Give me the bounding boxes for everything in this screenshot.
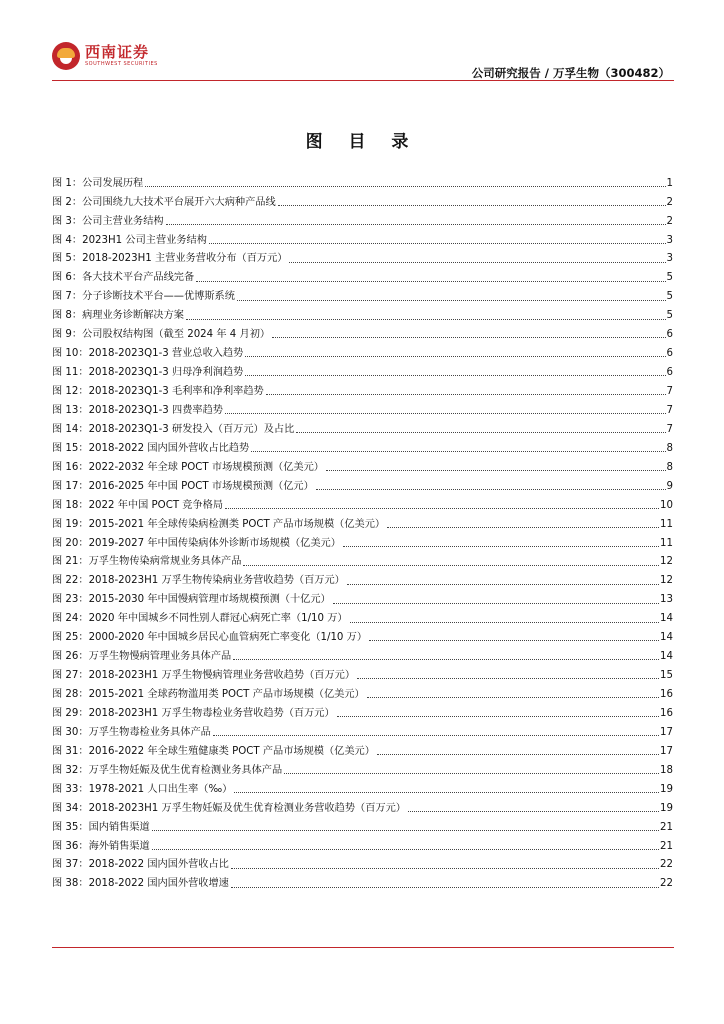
toc-entry-page-number[interactable]: 14 <box>660 632 673 644</box>
toc-entry-label[interactable]: 图 18：2022 年中国 POCT 竞争格局 <box>52 499 224 511</box>
toc-entry-label[interactable]: 图 20：2019-2027 年中国传染病体外诊断市场规模（亿美元） <box>52 537 341 549</box>
toc-entry[interactable] <box>52 625 673 644</box>
toc-entry-label[interactable]: 图 31：2016-2022 年全球生殖健康类 POCT 产品市场规模（亿美元） <box>52 745 375 757</box>
page-title: 图 目 录 <box>305 132 419 152</box>
toc-entry[interactable] <box>52 871 673 890</box>
toc-dot-leader <box>166 224 666 225</box>
toc-entry-page-number[interactable]: 6 <box>666 367 673 379</box>
toc-entry[interactable] <box>52 189 673 208</box>
toc-entry-label[interactable]: 图 29：2018-2023H1 万孚生物毒检业务营收趋势（百万元） <box>52 707 335 719</box>
toc-entry-page-number[interactable]: 8 <box>666 461 673 473</box>
toc-dot-leader <box>233 659 659 660</box>
toc-entry-label[interactable]: 图 3：公司主营业务结构 <box>52 215 164 227</box>
logo-name-en: SOUTHWEST SECURITIES <box>85 61 158 67</box>
toc-entry-page-number[interactable]: 7 <box>666 423 673 435</box>
toc-dot-leader <box>333 603 659 604</box>
toc-entry-label[interactable]: 图 21：万孚生物传染病常规业务具体产品 <box>52 556 242 568</box>
toc-entry-label[interactable]: 图 26：万孚生物慢病管理业务具体产品 <box>52 651 232 663</box>
toc-entry-label[interactable]: 图 14：2018-2023Q1-3 研发投入（百万元）及占比 <box>52 423 295 435</box>
toc-dot-leader <box>387 527 659 528</box>
toc-dot-leader <box>296 432 665 433</box>
toc-entry-label[interactable]: 图 22：2018-2023H1 万孚生物传染病业务营收趋势（百万元） <box>52 575 345 587</box>
toc-entry-page-number[interactable]: 22 <box>660 859 673 871</box>
toc-dot-leader <box>152 849 659 850</box>
toc-entry-label[interactable]: 图 6：各大技术平台产品线完备 <box>52 272 195 284</box>
toc-dot-leader <box>243 565 659 566</box>
toc-dot-leader <box>186 319 666 320</box>
toc-entry[interactable] <box>52 492 673 511</box>
toc-entry-page-number[interactable]: 14 <box>660 613 673 625</box>
toc-entry-label[interactable]: 图 37：2018-2022 国内国外营收占比 <box>52 859 229 871</box>
toc-dot-leader <box>367 697 659 698</box>
toc-dot-leader <box>369 640 659 641</box>
toc-entry[interactable] <box>52 416 673 435</box>
toc-entry-page-number[interactable]: 9 <box>666 480 673 492</box>
toc-entry-page-number[interactable]: 5 <box>666 272 673 284</box>
toc-entry-page-number[interactable]: 21 <box>660 840 673 852</box>
toc-entry-label[interactable]: 图 4：2023H1 公司主营业务结构 <box>52 234 207 246</box>
toc-entry[interactable] <box>52 795 673 814</box>
toc-dot-leader <box>357 678 659 679</box>
toc-entry-label[interactable]: 图 24：2020 年中国城乡不同性别人群冠心病死亡率（1/10 万） <box>52 613 348 625</box>
toc-dot-leader <box>237 300 666 301</box>
toc-entry[interactable] <box>52 587 673 606</box>
toc-entry[interactable] <box>52 227 673 246</box>
toc-entry-label[interactable]: 图 32：万孚生物妊娠及优生优育检测业务具体产品 <box>52 764 283 776</box>
toc-entry-page-number[interactable]: 14 <box>660 651 673 663</box>
toc-dot-leader <box>213 735 659 736</box>
toc-entry[interactable] <box>52 662 673 681</box>
toc-dot-leader <box>350 622 659 623</box>
toc-entry-label[interactable]: 图 28：2015-2021 全球药物滥用类 POCT 产品市场规模（亿美元） <box>52 689 365 701</box>
toc-dot-leader <box>408 811 659 812</box>
toc-entry[interactable] <box>52 757 673 776</box>
toc-entry-label[interactable]: 图 5：2018-2023H1 主营业务营收分布（百万元） <box>52 253 288 265</box>
toc-entry[interactable] <box>52 378 673 397</box>
toc-dot-leader <box>337 716 659 717</box>
toc-entry-page-number[interactable]: 13 <box>660 594 673 606</box>
toc-dot-leader <box>152 830 659 831</box>
toc-dot-leader <box>196 281 665 282</box>
toc-entry-page-number[interactable]: 5 <box>666 310 673 322</box>
toc-entry[interactable] <box>52 568 673 587</box>
toc-entry[interactable] <box>52 814 673 833</box>
footer-divider <box>52 947 674 948</box>
toc-dot-leader <box>343 546 659 547</box>
page-header <box>52 40 674 82</box>
toc-entry[interactable] <box>52 700 673 719</box>
toc-entry[interactable] <box>52 833 673 852</box>
toc-entry-label[interactable]: 图 17：2016-2025 年中国 POCT 市场规模预测（亿元） <box>52 480 314 492</box>
toc-entry[interactable] <box>52 303 673 322</box>
toc-entry-page-number[interactable]: 2 <box>666 215 673 227</box>
toc-entry[interactable] <box>52 606 673 625</box>
toc-entry-page-number[interactable]: 6 <box>666 348 673 360</box>
toc-entry[interactable] <box>52 284 673 303</box>
company-logo <box>52 42 158 70</box>
toc-entry[interactable] <box>52 643 673 662</box>
toc-entry-label[interactable]: 图 16：2022-2032 年全球 POCT 市场规模预测（亿美元） <box>52 461 324 473</box>
toc-entry[interactable] <box>52 473 673 492</box>
toc-entry[interactable] <box>52 511 673 530</box>
logo-name-cn: 西南证券 <box>85 43 150 61</box>
toc-dot-leader <box>231 887 659 888</box>
toc-entry[interactable] <box>52 340 673 359</box>
toc-entry-label[interactable]: 图 12：2018-2023Q1-3 毛利率和净利率趋势 <box>52 386 264 398</box>
toc-dot-leader <box>266 394 666 395</box>
toc-entry-page-number[interactable]: 17 <box>660 745 673 757</box>
toc-entry-label[interactable]: 图 34：2018-2023H1 万孚生物妊娠及优生优育检测业务营收趋势（百万元） <box>52 802 406 814</box>
toc-entry-page-number[interactable]: 1 <box>666 177 673 189</box>
toc-dot-leader <box>284 773 659 774</box>
toc-entry-label[interactable]: 图 7：分子诊断技术平台——优博斯系统 <box>52 291 235 303</box>
logo-emblem-icon <box>52 42 80 70</box>
toc-entry[interactable] <box>52 530 673 549</box>
toc-entry-page-number[interactable]: 6 <box>666 329 673 341</box>
toc-entry-label[interactable]: 图 13：2018-2023Q1-3 四费率趋势 <box>52 404 223 416</box>
toc-entry[interactable] <box>52 246 673 265</box>
toc-dot-leader <box>316 489 666 490</box>
toc-entry-page-number[interactable]: 10 <box>660 499 673 511</box>
toc-entry-label[interactable]: 图 27：2018-2023H1 万孚生物慢病管理业务营收趋势（百万元） <box>52 670 356 682</box>
toc-entry-label[interactable]: 图 15：2018-2022 国内国外营收占比趋势 <box>52 442 250 454</box>
toc-entry-page-number[interactable]: 3 <box>666 234 673 246</box>
toc-entry-page-number[interactable]: 19 <box>660 802 673 814</box>
toc-dot-leader <box>245 375 665 376</box>
toc-dot-leader <box>234 792 659 793</box>
toc-entry-label[interactable]: 图 11：2018-2023Q1-3 归母净利润趋势 <box>52 367 244 379</box>
toc-entry-label[interactable]: 图 23：2015-2030 年中国慢病管理市场规模预测（十亿元） <box>52 594 331 606</box>
toc-entry-page-number[interactable]: 2 <box>666 196 673 208</box>
toc-entry-page-number[interactable]: 12 <box>660 575 673 587</box>
toc-dot-leader <box>145 186 665 187</box>
toc-entry-label[interactable]: 图 30：万孚生物毒检业务具体产品 <box>52 726 211 738</box>
toc-dot-leader <box>289 262 665 263</box>
toc-dot-leader <box>245 356 665 357</box>
toc-dot-leader <box>225 413 666 414</box>
toc-dot-leader <box>251 451 665 452</box>
toc-entry[interactable] <box>52 719 673 738</box>
toc-entry-page-number[interactable]: 5 <box>666 291 673 303</box>
toc-entry-label[interactable]: 图 10：2018-2023Q1-3 营业总收入趋势 <box>52 348 244 360</box>
toc-entry-label[interactable]: 图 19：2015-2021 年全球传染病检测类 POCT 产品市场规模（亿美元） <box>52 518 386 530</box>
toc-entry-page-number[interactable]: 7 <box>666 404 673 416</box>
toc-entry-page-number[interactable]: 11 <box>660 537 673 549</box>
toc-dot-leader <box>278 205 666 206</box>
toc-entry-label[interactable]: 图 9：公司股权结构图（截至 2024 年 4 月初） <box>52 329 271 341</box>
toc-entry-page-number[interactable]: 3 <box>666 253 673 265</box>
toc-entry[interactable] <box>52 265 673 284</box>
toc-entry[interactable] <box>52 852 673 871</box>
toc-entry-label[interactable]: 图 8：病理业务诊断解决方案 <box>52 310 184 322</box>
toc-entry[interactable] <box>52 397 673 416</box>
toc-entry-page-number[interactable]: 21 <box>660 821 673 833</box>
toc-entry-page-number[interactable]: 11 <box>660 518 673 530</box>
header-divider <box>52 80 674 81</box>
toc-entry-label[interactable]: 图 1：公司发展历程 <box>52 177 144 189</box>
toc-entry-page-number[interactable]: 7 <box>666 386 673 398</box>
toc-dot-leader <box>225 508 659 509</box>
toc-dot-leader <box>377 754 659 755</box>
toc-dot-leader <box>347 584 659 585</box>
toc-entry-label[interactable]: 图 36：海外销售渠道 <box>52 840 150 852</box>
report-title: 公司研究报告 / 万孚生物（300482） <box>471 66 670 80</box>
toc-entry[interactable] <box>52 681 673 700</box>
toc-entry-page-number[interactable]: 8 <box>666 442 673 454</box>
toc-entry-page-number[interactable]: 15 <box>660 670 673 682</box>
toc-entry-page-number[interactable]: 12 <box>660 556 673 568</box>
toc-entry-page-number[interactable]: 16 <box>660 689 673 701</box>
toc-entry[interactable] <box>52 359 673 378</box>
toc-entry-label[interactable]: 图 33：1978-2021 人口出生率（‰） <box>52 783 233 795</box>
toc-entry-label[interactable]: 图 35：国内销售渠道 <box>52 821 150 833</box>
toc-entry-page-number[interactable]: 16 <box>660 707 673 719</box>
toc-entry[interactable] <box>52 776 673 795</box>
toc-entry-page-number[interactable]: 19 <box>660 783 673 795</box>
toc-entry[interactable] <box>52 208 673 227</box>
toc-entry-page-number[interactable]: 18 <box>660 764 673 776</box>
figure-table-of-contents <box>52 170 673 890</box>
toc-dot-leader <box>209 243 666 244</box>
toc-entry[interactable] <box>52 738 673 757</box>
toc-entry[interactable] <box>52 435 673 454</box>
toc-entry-label[interactable]: 图 38：2018-2022 国内国外营收增速 <box>52 878 229 890</box>
toc-dot-leader <box>272 337 665 338</box>
toc-entry[interactable] <box>52 454 673 473</box>
toc-entry-label[interactable]: 图 25：2000-2020 年中国城乡居民心血管病死亡率变化（1/10 万） <box>52 632 368 644</box>
toc-entry[interactable] <box>52 322 673 341</box>
toc-dot-leader <box>326 470 666 471</box>
toc-entry[interactable] <box>52 170 673 189</box>
toc-entry-page-number[interactable]: 17 <box>660 726 673 738</box>
toc-entry-label[interactable]: 图 2：公司围绕九大技术平台展开六大病种产品线 <box>52 196 276 208</box>
toc-entry-page-number[interactable]: 22 <box>660 878 673 890</box>
toc-dot-leader <box>231 868 659 869</box>
toc-entry[interactable] <box>52 549 673 568</box>
